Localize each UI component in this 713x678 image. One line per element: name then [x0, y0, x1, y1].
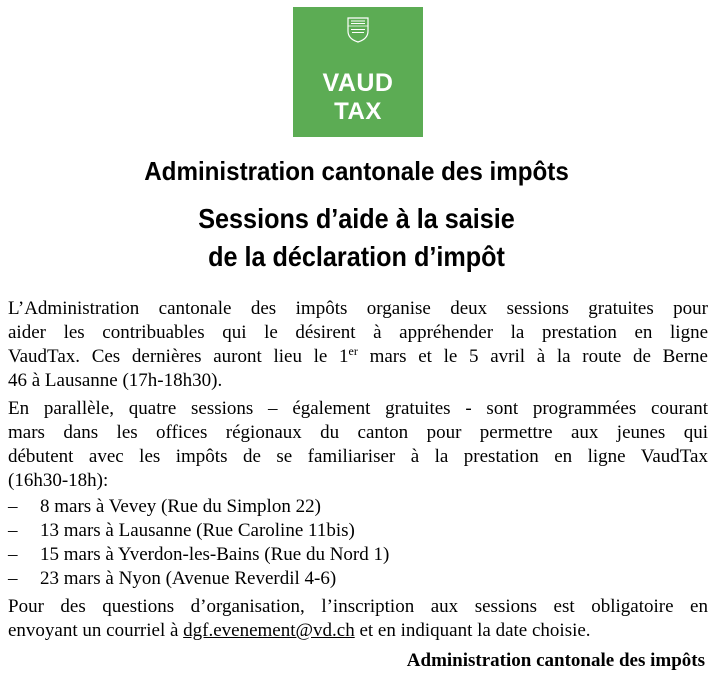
list-item	[8, 543, 708, 567]
vaud-crest-icon	[347, 17, 369, 43]
logo-word-tax: TAX	[334, 98, 382, 125]
session-text: 15 mars à Yverdon-les-Bains (Rue du Nord 1)	[40, 544, 390, 565]
intro-line3-rest: mars et le 5 avril à la route de Berne	[357, 346, 708, 367]
list-item	[8, 495, 708, 519]
contact-paragraph	[8, 595, 708, 643]
organisation-heading: Administration cantonale des impôts	[144, 156, 569, 186]
regional-line: (16h30-18h):	[8, 470, 109, 491]
intro-line3-text: VaudTax. Ces dernières auront lieu le 1	[8, 346, 349, 367]
regional-line: En parallèle, quatre sessions – également gratuites - sont programmées courant	[8, 398, 708, 419]
intro-line: L’Administration cantonale des impôts organise deux sessions gratuites pour	[8, 298, 708, 319]
regional-line: débutent avec les impôts de se familiariser à la prestation en ligne VaudTax	[8, 446, 708, 467]
email-link[interactable]: dgf.evenement@vd.ch	[183, 620, 355, 641]
contact-text-end: et en indiquant la date choisie.	[354, 620, 591, 641]
list-dash: –	[8, 568, 18, 589]
session-text: 13 mars à Lausanne (Rue Caroline 11bis)	[40, 520, 355, 541]
list-item	[8, 567, 708, 591]
logo-word-vaud: VAUD	[322, 69, 394, 97]
intro-paragraph	[8, 297, 708, 393]
session-text: 8 mars à Vevey (Rue du Simplon 22)	[40, 496, 321, 517]
list-item	[8, 519, 708, 543]
regional-line: mars dans les offices régionaux du canton pour permettre aux jeunes qui	[8, 422, 708, 443]
contact-line: Pour des questions d’organisation, l’inscription aux sessions est obligatoire en	[8, 596, 708, 617]
contact-line	[8, 619, 708, 643]
list-dash: –	[8, 496, 18, 517]
title-line-2: de la déclaration d’impôt	[208, 241, 505, 272]
intro-line: 46 à Lausanne (17h-18h30).	[8, 370, 223, 391]
contact-text: envoyant un courriel à	[8, 620, 184, 641]
intro-line	[8, 345, 708, 369]
list-dash: –	[8, 520, 18, 541]
title-line-1: Sessions d’aide à la saisie	[198, 203, 515, 234]
ordinal-superscript: er	[348, 344, 358, 358]
session-text: 23 mars à Nyon (Avenue Reverdil 4-6)	[40, 568, 337, 589]
intro-line: aider les contribuables qui le désirent à appréhender la prestation en ligne	[8, 322, 708, 343]
session-list	[8, 495, 708, 591]
regional-paragraph	[8, 397, 708, 493]
signature: Administration cantonale des impôts	[406, 650, 705, 671]
page-title	[36, 200, 678, 276]
vaudtax-logo	[293, 7, 423, 137]
list-dash: –	[8, 544, 18, 565]
